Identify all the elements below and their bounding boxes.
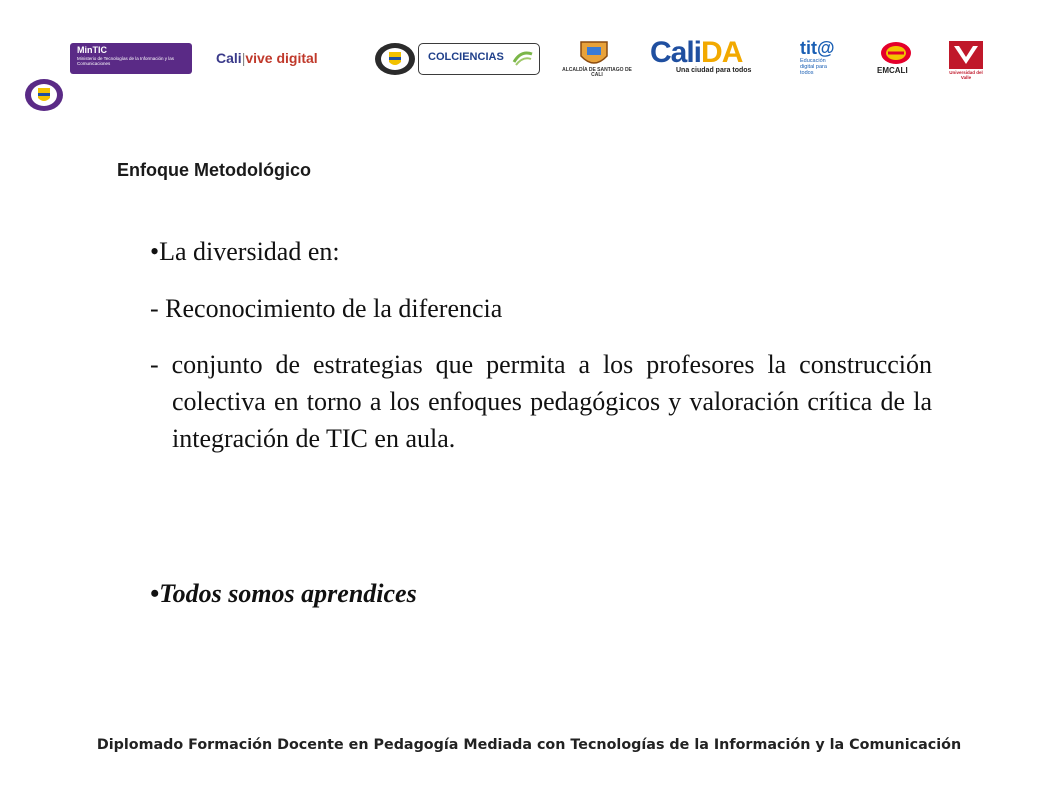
calivive-part1: Cali — [216, 50, 242, 66]
tita-logo: tit@ — [800, 38, 835, 58]
item-estrategias: - conjunto de estrategias que permita a los profesores la construcción colectiva en torno a los enfoques pedagógicos y valoración crítica de la integración de TIC en aula. — [150, 350, 932, 453]
cali-coat-of-arms-icon — [578, 40, 610, 68]
slide-title: Enfoque Metodológico — [117, 160, 311, 180]
colciencias-logo — [418, 43, 540, 75]
footer-text: Diplomado Formación Docente en Pedagogía Mediada con Tecnologías de la Información y la Comunicación — [96, 737, 962, 753]
mintic-tagline: Ministerio de Tecnologías de la Información y las Comunicaciones — [77, 56, 174, 66]
tita-tagline: Educación digital para todos — [800, 58, 827, 76]
cali-vive-digital-logo: Cali|vive digital — [216, 50, 318, 66]
bullet-aprendices: •Todos somos aprendices — [150, 579, 417, 608]
mintic-name: MinTIC — [77, 45, 107, 55]
univalle-name: Universidad del Valle — [949, 70, 983, 80]
bullet-diversidad: •La diversidad en: — [150, 237, 340, 266]
colciencias-name: COLCIENCIAS — [428, 51, 504, 63]
emcali-emblem-icon — [878, 40, 914, 66]
mintic-logo — [70, 43, 192, 74]
emcali-name: EMCALI — [877, 66, 908, 75]
colciencias-swoosh-icon — [511, 48, 535, 68]
alcaldia-name: ALCALDÍA DE SANTIAGO DE CALI — [562, 67, 632, 78]
calida-part2: DA — [701, 36, 743, 69]
calida-tagline: Una ciudad para todos — [676, 67, 752, 74]
calida-part1: Cali — [650, 36, 702, 69]
colombia-shield-icon-2 — [374, 42, 416, 76]
colombia-shield-icon — [24, 78, 64, 112]
calivive-part2: vive digital — [245, 50, 318, 66]
calida-logo — [650, 36, 742, 70]
item-reconocimiento: - Reconocimiento de la diferencia — [150, 294, 503, 323]
univalle-emblem-icon — [948, 40, 984, 70]
